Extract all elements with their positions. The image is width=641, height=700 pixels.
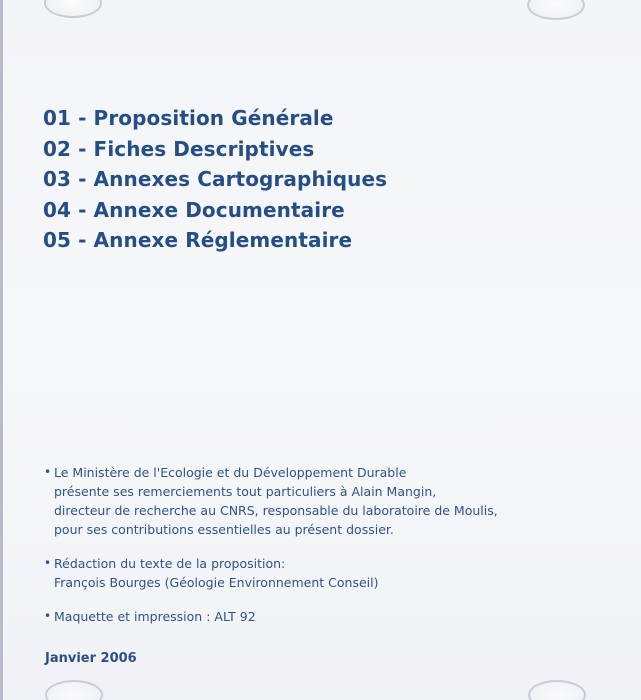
credit-maquette-line: Maquette et impression : ALT 92 xyxy=(54,609,256,624)
credit-redaction xyxy=(44,554,604,592)
credit-redaction-line-2: François Bourges (Géologie Environnement Conseil) xyxy=(54,575,379,590)
contents-item-02: 02 - Fiches Descriptives xyxy=(43,136,315,161)
bullet-icon: • xyxy=(44,465,52,479)
credit-thanks-line-1: Le Ministère de l'Ecologie et du Développement Durable xyxy=(54,465,407,480)
holder-clip-bottom-right xyxy=(528,680,586,700)
credit-thanks xyxy=(44,463,604,539)
contents-list xyxy=(43,103,387,256)
bullet-icon: • xyxy=(44,609,52,623)
credit-redaction-line-1: Rédaction du texte de la proposition: xyxy=(54,556,286,571)
contents-item-04: 04 - Annexe Documentaire xyxy=(43,197,345,222)
credit-maquette xyxy=(44,607,604,626)
credit-thanks-line-3: directeur de recherche au CNRS, responsable du laboratoire de Moulis, xyxy=(54,503,498,518)
credit-thanks-line-4: pour ses contributions essentielles au présent dossier. xyxy=(54,522,394,537)
contents-item-03: 03 - Annexes Cartographiques xyxy=(43,167,388,191)
credits-section xyxy=(44,463,604,626)
page-edge xyxy=(0,0,3,700)
holder-clip-top-left xyxy=(44,0,102,18)
bullet-icon: • xyxy=(44,556,52,570)
credit-thanks-line-2: présente ses remerciements tout particuliers à Alain Mangin, xyxy=(54,484,437,499)
holder-clip-bottom-left xyxy=(45,680,103,700)
contents-item-01: 01 - Proposition Générale xyxy=(43,106,334,130)
holder-clip-top-right xyxy=(527,0,585,20)
contents-item-05: 05 - Annexe Réglementaire xyxy=(43,228,353,252)
publication-date: Janvier 2006 xyxy=(45,651,137,666)
